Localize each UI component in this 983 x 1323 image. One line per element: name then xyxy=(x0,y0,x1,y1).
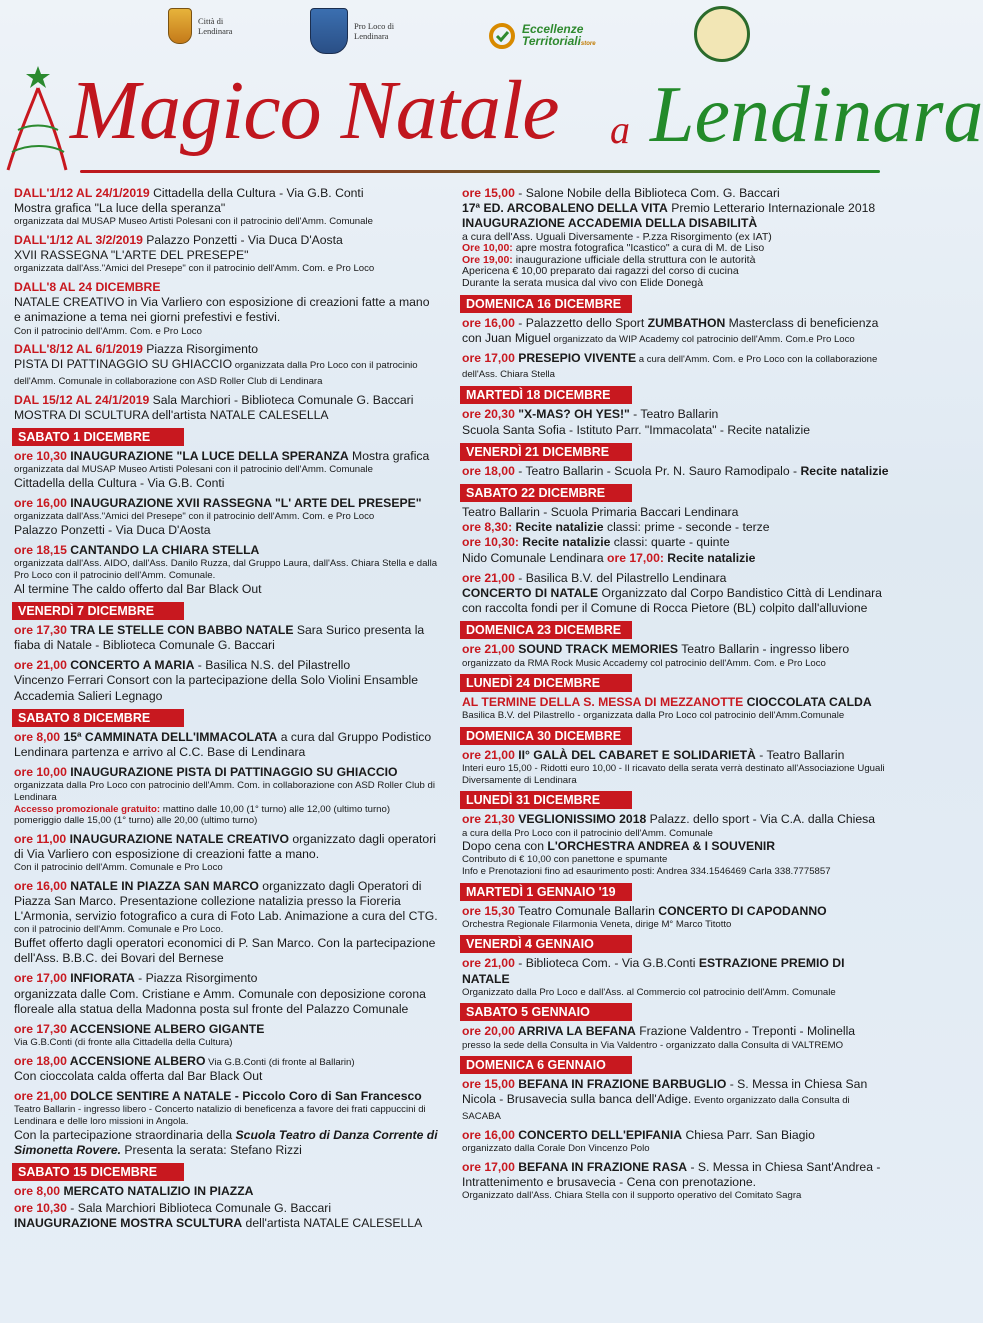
event-item xyxy=(462,464,890,479)
event-note: a cura dell'Amm. Com. e Pro Loco con la collaborazione dell'Ass. Chiara Stella xyxy=(462,353,878,381)
event-title: SOUND TRACK MEMORIES xyxy=(514,642,679,657)
event-place: Vincenzo Ferrari Consort con la partecipazione della Solo Violini Ensamble Accademia Salieri Legnago xyxy=(14,673,418,703)
event-desc: Dopo cena con xyxy=(462,839,548,854)
event-title: CIOCCOLATA CALDA xyxy=(743,695,872,710)
event-item xyxy=(14,1054,438,1084)
event-title: INAUGURAZIONE PISTA DI PATTINAGGIO SU GHIACCIO xyxy=(66,765,398,780)
event-time: ore 18,15 xyxy=(14,543,67,558)
event-place: Piazza Risorgimento xyxy=(142,342,259,357)
event-date: DALL'8/12 AL 6/1/2019 xyxy=(14,342,143,357)
event-item xyxy=(14,1201,438,1231)
event-title: II° GALÀ DEL CABARET E SOLIDARIETÀ xyxy=(514,748,756,763)
event-item xyxy=(462,1128,890,1155)
event-item xyxy=(462,956,890,998)
event-desc: - Basilica N.S. del Pilastrello xyxy=(194,658,351,673)
right-column xyxy=(462,186,890,1207)
seal-icon xyxy=(694,6,750,62)
event-time: ore 8,00 xyxy=(14,729,61,744)
event-title: Recite natalizie xyxy=(663,550,756,565)
event-note: organizzata dalla Pro Loco con patrocinio dell'Amm. Com. in collaborazione con ASD Roller Club di Lendinara xyxy=(14,780,435,804)
event-item xyxy=(14,1184,438,1199)
event-note: Evento organizzato dalla Consulta di SACABA xyxy=(462,1095,850,1122)
event-desc: Presenta la serata: Stefano Rizzi xyxy=(121,1142,302,1157)
event-note: Via G.B.Conti (di fronte al Ballarin) xyxy=(205,1056,355,1068)
event-item xyxy=(462,407,890,437)
event-item xyxy=(14,449,438,491)
event-note: Con il patrocinio dell'Amm. Com. e Pro Loco xyxy=(14,325,202,337)
left-column xyxy=(14,186,438,1234)
event-desc: classi: prime - seconde - terze xyxy=(603,520,770,535)
citta-logo xyxy=(168,8,244,44)
event-time: ore 21,30 xyxy=(462,812,515,827)
page-title xyxy=(70,58,983,168)
event-item xyxy=(462,812,890,877)
event-place: Nido Comunale Lendinara xyxy=(462,550,607,565)
event-place: Palazzo Ponzetti - Via Duca D'Aosta xyxy=(14,523,211,538)
event-guest: L'ORCHESTRA ANDREA & I SOUVENIR xyxy=(547,839,776,854)
event-desc: - Piazza Risorgimento xyxy=(134,971,258,986)
event-title: ACCENSIONE ALBERO GIGANTE xyxy=(66,1022,265,1037)
day-header: DOMENICA 6 GENNAIO xyxy=(460,1056,632,1074)
event-title: Recite natalizie xyxy=(800,463,889,478)
event-desc: classi: quarte - quinte xyxy=(610,535,730,550)
event-note: con il patrocinio dell'Amm. Comunale e Pro Loco. xyxy=(14,924,224,936)
event-item xyxy=(462,316,890,346)
event-time: ore 21,00 xyxy=(14,658,67,673)
event-time: ore 18,00 xyxy=(14,1053,67,1068)
event-item xyxy=(14,658,438,704)
event-title: INAUGURAZIONE ACCADEMIA DELLA DISABILITÀ xyxy=(462,216,758,231)
event-place: - Teatro Ballarin - Scuola Pr. N. Sauro Ramodipalo - xyxy=(514,463,801,478)
day-header: SABATO 8 DICEMBRE xyxy=(12,709,184,727)
event-item xyxy=(14,623,438,653)
event-time: ore 20,30 xyxy=(462,407,515,422)
event-mostra-scultura xyxy=(14,393,438,423)
day-header: SABATO 1 DICEMBRE xyxy=(12,428,184,446)
event-title: NATALE IN PIAZZA SAN MARCO xyxy=(66,878,259,893)
event-natale-creativo xyxy=(14,280,438,337)
event-place: Buffet offerto dagli operatori economici di P. San Marco. Con la partecipazione dell'Ass. B.B.C. dei Bovari del Bernese xyxy=(14,936,436,966)
day-header: SABATO 15 DICEMBRE xyxy=(12,1163,184,1181)
event-title: TRA LE STELLE CON BABBO NATALE xyxy=(66,622,294,637)
event-time: ore 21,00 xyxy=(462,956,515,971)
event-place: Frazione Valdentro - Treponti - Molinella xyxy=(635,1024,856,1039)
event-item xyxy=(462,1077,890,1123)
event-place: - S. Messa in Chiesa Sant'Andrea - Intrattenimento e brusavecia - Cena con prenotazione. xyxy=(462,1159,881,1189)
event-time: ore 10,30 xyxy=(14,1201,67,1216)
logos-bar xyxy=(0,0,900,64)
event-date: DAL 15/12 AL 24/1/2019 xyxy=(14,392,150,407)
event-date: DALL'1/12 AL 24/1/2019 xyxy=(14,186,150,200)
event-desc: Scuola Santa Sofia - Istituto Parr. "Immacolata" - Recite natalizie xyxy=(462,422,811,437)
event-note: organizzata dall'Ass."Amici del Presepe" con il patrocinio dell'Amm. Com. e Pro Loco xyxy=(14,511,375,523)
event-desc: organizzato dagli Operatori di Piazza San Marco. Presentazione collezione natalizia presso la Fioreria L'Armonia, servizio fotografico a cura di Foto Lab. Animazione a cura del CTG. xyxy=(14,878,438,924)
event-title: CONCERTO DI NATALE xyxy=(462,586,599,601)
event-note: inaugurazione ufficiale della struttura con le autorità xyxy=(512,253,756,266)
event-place: organizzata dalle Com. Cristiane e Amm. Comunale con deposizione corona floreale alla statua della Madonna posta sul fronte del Palazzo Comunale xyxy=(14,986,426,1016)
event-time: ore 16,00 xyxy=(14,496,67,511)
event-mostra-grafica xyxy=(14,186,438,228)
event-highlight: Accesso promozionale gratuito: xyxy=(14,803,161,815)
event-item xyxy=(462,642,890,669)
day-header: LUNEDÌ 31 DICEMBRE xyxy=(460,791,632,809)
event-note: apre mostra fotografica "Icastico" a cura di M. de Liso xyxy=(512,242,765,255)
event-place: Teatro Ballarin - Scuola Primaria Baccari Lendinara xyxy=(462,505,739,519)
event-place: Cittadella della Cultura - Via G.B. Conti xyxy=(14,476,225,491)
event-item xyxy=(14,765,438,827)
event-note: a cura della Pro Loco con il patrocinio dell'Amm. Comunale xyxy=(462,827,713,839)
event-pattinaggio xyxy=(14,342,438,388)
eccellenze-line1: Eccellenze xyxy=(522,21,584,36)
event-desc: dell'artista NATALE CALESELLA xyxy=(242,1216,423,1231)
day-header: SABATO 22 DICEMBRE xyxy=(460,484,632,502)
event-place: Palazz. dello sport - Via C.A. dalla Chiesa xyxy=(646,812,876,827)
citta-crest-icon xyxy=(168,8,192,44)
event-item xyxy=(462,1160,890,1202)
event-note: organizzato da WIP Academy col patrocinio dell'Amm. Com.e Pro Loco xyxy=(550,333,855,345)
day-header: SABATO 5 GENNAIO xyxy=(460,1003,632,1021)
event-time: ore 10,30 xyxy=(14,449,67,464)
event-title: "X-MAS? OH YES!" xyxy=(514,407,630,422)
event-note: Con il patrocinio dell'Amm. Comunale e Pro Loco xyxy=(14,862,223,874)
event-title: BEFANA IN FRAZIONE BARBUGLIO xyxy=(514,1077,727,1092)
event-item xyxy=(14,730,438,760)
event-time: ore 16,00 xyxy=(14,878,67,893)
event-desc: Premio Letterario Internazionale 2018 xyxy=(667,201,876,216)
event-note: organizzato da RMA Rock Music Accademy col patrocinio dell'Amm. Com. e Pro Loco xyxy=(462,657,826,669)
eccellenze-line2: Territoriali xyxy=(522,33,581,48)
event-place: Teatro Ballarin - ingresso libero xyxy=(678,642,850,657)
event-note: Contributo di € 10,00 con panettone e spumante xyxy=(462,854,668,866)
event-time: ore 21,00 xyxy=(462,642,515,657)
event-time: ore 21,00 xyxy=(462,748,515,763)
christmas-tree-icon xyxy=(0,60,70,190)
event-item xyxy=(462,748,890,786)
event-item xyxy=(14,496,438,538)
event-title: ZUMBATHON xyxy=(647,315,726,330)
event-title: 17ª ED. ARCOBALENO DELLA VITA xyxy=(462,201,668,216)
day-header: DOMENICA 16 DICEMBRE xyxy=(460,295,632,313)
event-time: ore 16,00 xyxy=(462,1127,515,1142)
event-item xyxy=(14,1022,438,1049)
event-item xyxy=(14,832,438,874)
event-rassegna-presepe xyxy=(14,233,438,275)
title-a: a xyxy=(610,107,630,152)
event-place: Teatro Comunale Ballarin xyxy=(514,903,659,918)
event-time: Ore 19,00: xyxy=(462,253,513,266)
event-place: - S. Messa in Chiesa San Nicola - Brusavecia sulla banca dell'Adige. xyxy=(462,1077,868,1107)
event-title: MOSTRA DI SCULTURA dell'artista NATALE CALESELLA xyxy=(14,408,329,423)
event-item xyxy=(462,505,890,566)
event-item xyxy=(462,904,890,931)
event-note: a cura dell'Ass. Uguali Diversamente - P.zza Risorgimento (ex IAT) xyxy=(462,230,772,243)
day-header: DOMENICA 23 DICEMBRE xyxy=(460,621,632,639)
event-time: ore 20,00 xyxy=(462,1024,515,1039)
event-contact: Info e Prenotazioni fino ad esaurimento posti: Andrea 334.1546469 Carla 338.7775857 xyxy=(462,866,831,877)
event-time: ore 8,30: xyxy=(462,520,513,535)
event-title: INAUGURAZIONE MOSTRA SCULTURA xyxy=(14,1216,243,1231)
event-place: - Teatro Ballarin xyxy=(755,748,845,763)
event-title: PISTA DI PATTINAGGIO SU GHIACCIO xyxy=(14,357,233,372)
event-date: DALL'1/12 AL 3/2/2019 xyxy=(14,233,143,247)
event-title: 15ª CAMMINATA DELL'IMMACOLATA xyxy=(60,729,278,744)
event-item xyxy=(462,351,890,381)
eccellenze-logo xyxy=(488,22,596,50)
event-desc: Masterclass di beneficienza con Juan Miguel xyxy=(462,315,879,345)
event-note: Orchestra Regionale Filarmonia Veneta, dirige M° Marco Titotto xyxy=(462,918,732,930)
event-place: Palazzo Ponzetti - Via Duca D'Aosta xyxy=(142,233,343,247)
event-time: ore 16,00 xyxy=(462,315,515,330)
event-place: Cittadella della Cultura - Via G.B. Conti xyxy=(149,186,364,200)
event-title: INFIORATA xyxy=(66,971,135,986)
event-guest: Scuola Teatro di Danza Corrente di Simonetta Rovere. xyxy=(14,1127,438,1157)
event-note: organizzata dall'Ass."Amici del Presepe" con il patrocinio dell'Amm. Com. e Pro Loco xyxy=(14,263,375,275)
event-item xyxy=(14,1089,438,1158)
event-title: NATALE CREATIVO in Via Varliero con esposizione di creazioni fatte a mano e animazione a tema nei giorni prefestivi e festivi. xyxy=(14,295,430,325)
event-place: Sala Marchiori - Biblioteca Comunale G. Baccari xyxy=(149,392,414,407)
event-note: presso la sede della Consulta in Via Valdentro - organizzato dalla Consulta di VALTREMO xyxy=(462,1039,844,1051)
event-desc: organizzato dagli operatori di Via Varliero con esposizione di creazioni fatte a mano. xyxy=(14,831,436,862)
event-place: Al termine The caldo offerto dal Bar Black Out xyxy=(14,581,262,596)
proloco-label: Pro Loco di Lendinara xyxy=(354,21,395,41)
day-header: MARTEDÌ 1 GENNAIO '19 xyxy=(460,883,632,901)
event-time: ore 21,00 xyxy=(462,570,515,585)
event-time: ore 15,00 xyxy=(462,1077,515,1092)
event-time: ore 10,30: xyxy=(462,535,519,550)
event-item xyxy=(462,695,890,722)
event-item xyxy=(14,971,438,1017)
event-title: Recite natalizie xyxy=(512,520,604,535)
event-desc: Mostra grafica xyxy=(348,449,430,464)
event-title: INAUGURAZIONE "LA LUCE DELLA SPERANZA xyxy=(66,449,349,464)
event-time: ore 17,30 xyxy=(14,622,67,637)
event-place: - Salone Nobile della Biblioteca Com. G. Baccari xyxy=(514,186,780,200)
event-desc: Sara Surico presenta la fiaba di Natale - Biblioteca Comunale G. Baccari xyxy=(14,622,425,653)
event-time: ore 17,00: xyxy=(607,550,664,565)
title-magico-natale: Magico Natale xyxy=(70,64,559,157)
event-time: ore 21,00 xyxy=(14,1089,67,1104)
event-item xyxy=(14,543,438,597)
event-time: ore 17,30 xyxy=(14,1022,67,1037)
event-title: CONCERTO A MARIA xyxy=(66,658,195,673)
event-note: Interi euro 15,00 - Ridotti euro 10,00 - Il ricavato della serata verrà destinato all'Associazione Uguali Diversamente di Lendinara xyxy=(462,763,885,786)
proloco-logo xyxy=(310,8,414,54)
event-title: MERCATO NATALIZIO IN PIAZZA xyxy=(60,1184,254,1199)
event-title: PRESEPIO VIVENTE xyxy=(514,350,637,365)
day-header: DOMENICA 30 DICEMBRE xyxy=(460,727,632,745)
event-note: Organizzato dall'Ass. Chiara Stella con il supporto operativo del Comitato Sagra xyxy=(462,1190,802,1201)
event-desc: Con la partecipazione straordinaria della xyxy=(14,1127,236,1142)
event-item xyxy=(462,571,890,617)
event-time: ore 11,00 xyxy=(14,831,67,846)
event-time: ore 15,30 xyxy=(462,903,515,918)
event-note: organizzata dalla Pro Loco con il patrocinio dell'Amm. Comunale in collaborazione con ASD Roller Club di Lendinara xyxy=(14,360,418,387)
event-title: Recite natalizie xyxy=(518,535,611,550)
event-note: organizzata dal MUSAP Museo Artisti Polesani con il patrocinio dell'Amm. Comunale xyxy=(14,216,373,228)
event-title: INAUGURAZIONE XVII RASSEGNA "L' ARTE DEL PRESEPE" xyxy=(66,496,422,511)
event-title: VEGLIONISSIMO 2018 xyxy=(514,812,647,827)
event-title: DOLCE SENTIRE A NATALE - Piccolo Coro di San Francesco xyxy=(66,1089,422,1104)
event-time: Ore 10,00: xyxy=(462,242,513,255)
event-desc: a cura dal Gruppo Podistico Lendinara partenza e arrivo al C.C. Base di Lendinara xyxy=(14,729,432,760)
event-title: CONCERTO DI CAPODANNO xyxy=(658,903,827,918)
event-place: - Sala Marchiori Biblioteca Comunale G. Baccari xyxy=(66,1201,332,1216)
title-underline xyxy=(80,170,880,173)
event-item xyxy=(14,879,438,967)
citta-label: Città di Lendinara xyxy=(198,16,233,36)
event-place: - Palazzetto dello Sport xyxy=(514,315,648,330)
eccellenze-store: store xyxy=(580,40,596,47)
event-time: ore 17,00 xyxy=(462,1159,515,1174)
event-title: ESTRAZIONE PREMIO DI NATALE xyxy=(462,956,845,986)
event-time: ore 8,00 xyxy=(14,1184,61,1199)
day-header: VENERDÌ 7 DICEMBRE xyxy=(12,602,184,620)
event-note: Via G.B.Conti (di fronte alla Cittadella della Cultura) xyxy=(14,1037,233,1049)
day-header: MARTEDÌ 18 DICEMBRE xyxy=(460,386,632,404)
event-time: AL TERMINE DELLA S. MESSA DI MEZZANOTTE xyxy=(462,695,744,710)
event-title: CONCERTO DELL'EPIFANIA xyxy=(514,1127,683,1142)
event-time: ore 15,00 xyxy=(462,186,515,200)
event-item xyxy=(462,186,890,290)
event-note: Durante la serata musica dal vivo con Elide Donegà xyxy=(462,276,704,289)
event-time: ore 10,00 xyxy=(14,765,67,780)
event-time: ore 18,00 xyxy=(462,463,515,478)
event-note: Apericena € 10,00 preparato dai ragazzi del corso di cucina xyxy=(462,265,739,278)
event-title: CANTANDO LA CHIARA STELLA xyxy=(66,543,260,558)
event-note: Teatro Ballarin - ingresso libero - Concerto natalizio di beneficenza a favore dei frati cappuccini di Lendinara e delle loro missioni in Angola. xyxy=(14,1104,426,1128)
event-title: BEFANA IN FRAZIONE RASA xyxy=(514,1159,688,1174)
event-place: - Teatro Ballarin xyxy=(629,407,719,422)
event-note: organizzata dal MUSAP Museo Artisti Polesani con il patrocinio dell'Amm. Comunale xyxy=(14,464,373,476)
title-lendinara: Lendinara xyxy=(650,71,983,159)
association-seal xyxy=(694,6,750,62)
event-title: XVII RASSEGNA "L'ARTE DEL PRESEPE" xyxy=(14,248,249,263)
event-place: Con cioccolata calda offerta dal Bar Black Out xyxy=(14,1069,263,1084)
eccellenze-icon xyxy=(488,22,516,50)
event-time: ore 17,00 xyxy=(14,971,67,986)
event-note: mattino dalle 10,00 (1° turno) alle 12,00 (ultimo turno) pomeriggio dalle 15,00 (1° turno) alle 20,00 (ultimo turno) xyxy=(14,803,391,827)
event-place: - Biblioteca Com. - Via G.B.Conti xyxy=(514,956,699,971)
event-date: DALL'8 AL 24 DICEMBRE xyxy=(14,280,161,294)
event-desc: Organizzato dal Corpo Bandistico Città di Lendinara con raccolta fondi per il Comune di Rocca Pietore (BL) colpito dall'alluvione xyxy=(462,586,882,616)
event-note: organizzata dall'Ass. AIDO, dall'Ass. Danilo Ruzza, dal Gruppo Laura, dall'Ass. Chiara Stella e dalla Pro Loco con il patrocinio dell'Amm. Comunale. xyxy=(14,558,438,582)
event-note: Organizzato dalla Pro Loco e dall'Ass. al Commercio col patrocinio dell'Amm. Comunale xyxy=(462,986,836,998)
event-place: Chiesa Parr. San Biagio xyxy=(682,1127,815,1142)
event-note: organizzato dalla Corale Don Vincenzo Polo xyxy=(462,1143,650,1154)
event-title: INAUGURAZIONE NATALE CREATIVO xyxy=(66,831,289,846)
event-time: ore 17,00 xyxy=(462,350,515,365)
event-item xyxy=(462,1024,890,1051)
day-header: VENERDÌ 21 DICEMBRE xyxy=(460,443,632,461)
event-title: ACCENSIONE ALBERO xyxy=(66,1053,206,1068)
event-title: ARRIVA LA BEFANA xyxy=(514,1024,636,1039)
proloco-crest-icon xyxy=(310,8,348,54)
event-note: Basilica B.V. del Pilastrello - organizzata dalla Pro Loco col patrocinio dell'Amm.Comunale xyxy=(462,710,845,722)
event-title: Mostra grafica "La luce della speranza" xyxy=(14,201,226,216)
day-header: VENERDÌ 4 GENNAIO xyxy=(460,935,632,953)
day-header: LUNEDÌ 24 DICEMBRE xyxy=(460,674,632,692)
event-place: - Basilica B.V. del Pilastrello Lendinara xyxy=(514,570,727,585)
